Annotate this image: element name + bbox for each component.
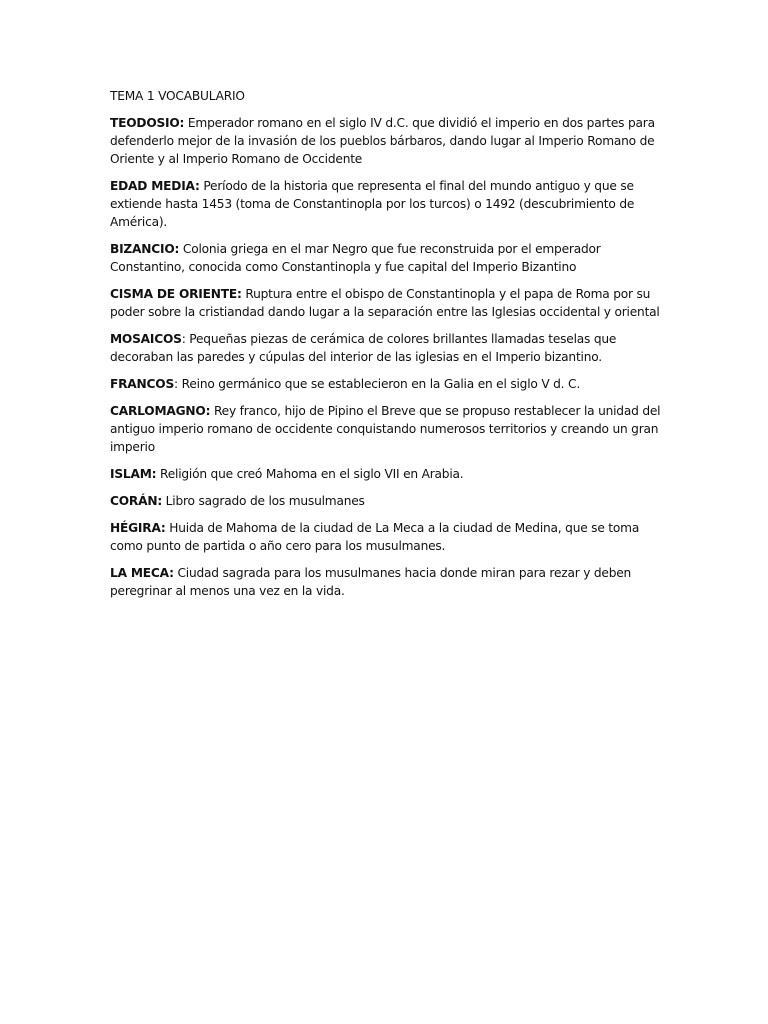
entry-term: TEODOSIO: <box>110 116 185 130</box>
entry-term: HÉGIRA: <box>110 521 166 535</box>
entry-definition: : Pequeñas piezas de cerámica de colores brillantes llamadas teselas que decoraban las paredes y cúpulas del interior de las iglesias en el Imperio bizantino. <box>110 332 617 364</box>
entry-term: MOSAICOS <box>110 332 182 346</box>
entry-definition: Emperador romano en el siglo IV d.C. que dividió el imperio en dos partes para defenderlo mejor de la invasión de los pueblos bárbaros, dando lugar al Imperio Romano de Oriente y al Imperio Romano de Occidente <box>110 116 655 166</box>
entry-definition: Huida de Mahoma de la ciudad de La Meca a la ciudad de Medina, que se toma como punto de partida o año cero para los musulmanes. <box>110 521 640 553</box>
entry-term: EDAD MEDIA: <box>110 179 200 193</box>
entry-bizancio <box>110 240 666 276</box>
entry-term: LA MECA: <box>110 566 174 580</box>
entry-islam <box>110 465 666 483</box>
entry-term: FRANCOS <box>110 377 175 391</box>
entry-definition: Colonia griega en el mar Negro que fue reconstruida por el emperador Constantino, conocida como Constantinopla y fue capital del Imperio Bizantino <box>110 242 601 274</box>
entry-edad-media <box>110 177 666 231</box>
entry-term: CORÁN: <box>110 494 162 508</box>
entry-definition: Libro sagrado de los musulmanes <box>162 494 365 508</box>
document-page <box>110 87 666 609</box>
entry-definition: Ruptura entre el obispo de Constantinopla y el papa de Roma por su poder sobre la cristiandad dando lugar a la separación entre las Iglesias occidental y oriental <box>110 287 660 319</box>
entry-la-meca <box>110 564 666 600</box>
entry-term: ISLAM: <box>110 467 157 481</box>
entry-definition: Rey franco, hijo de Pipino el Breve que se propuso restablecer la unidad del antiguo imperio romano de occidente conquistando numerosos territorios y creando un gran imperio <box>110 404 661 454</box>
entry-definition: Período de la historia que representa el final del mundo antiguo y que se extiende hasta 1453 (toma de Constantinopla por los turcos) o 1492 (descubrimiento de América). <box>110 179 635 229</box>
entry-hegira <box>110 519 666 555</box>
entry-term: BIZANCIO: <box>110 242 180 256</box>
document-title: TEMA 1 VOCABULARIO <box>110 89 245 103</box>
entry-definition: Ciudad sagrada para los musulmanes hacia donde miran para rezar y deben peregrinar al menos una vez en la vida. <box>110 566 632 598</box>
entry-francos <box>110 375 666 393</box>
entry-term: CARLOMAGNO: <box>110 404 211 418</box>
entry-mosaicos <box>110 330 666 366</box>
entry-teodosio <box>110 114 666 168</box>
entry-coran <box>110 492 666 510</box>
entry-cisma-de-oriente <box>110 285 666 321</box>
entry-carlomagno <box>110 402 666 456</box>
entry-definition: Religión que creó Mahoma en el siglo VII en Arabia. <box>156 467 464 481</box>
entry-term: CISMA DE ORIENTE: <box>110 287 242 301</box>
entry-definition: : Reino germánico que se establecieron en la Galia en el siglo V d. C. <box>174 377 581 391</box>
